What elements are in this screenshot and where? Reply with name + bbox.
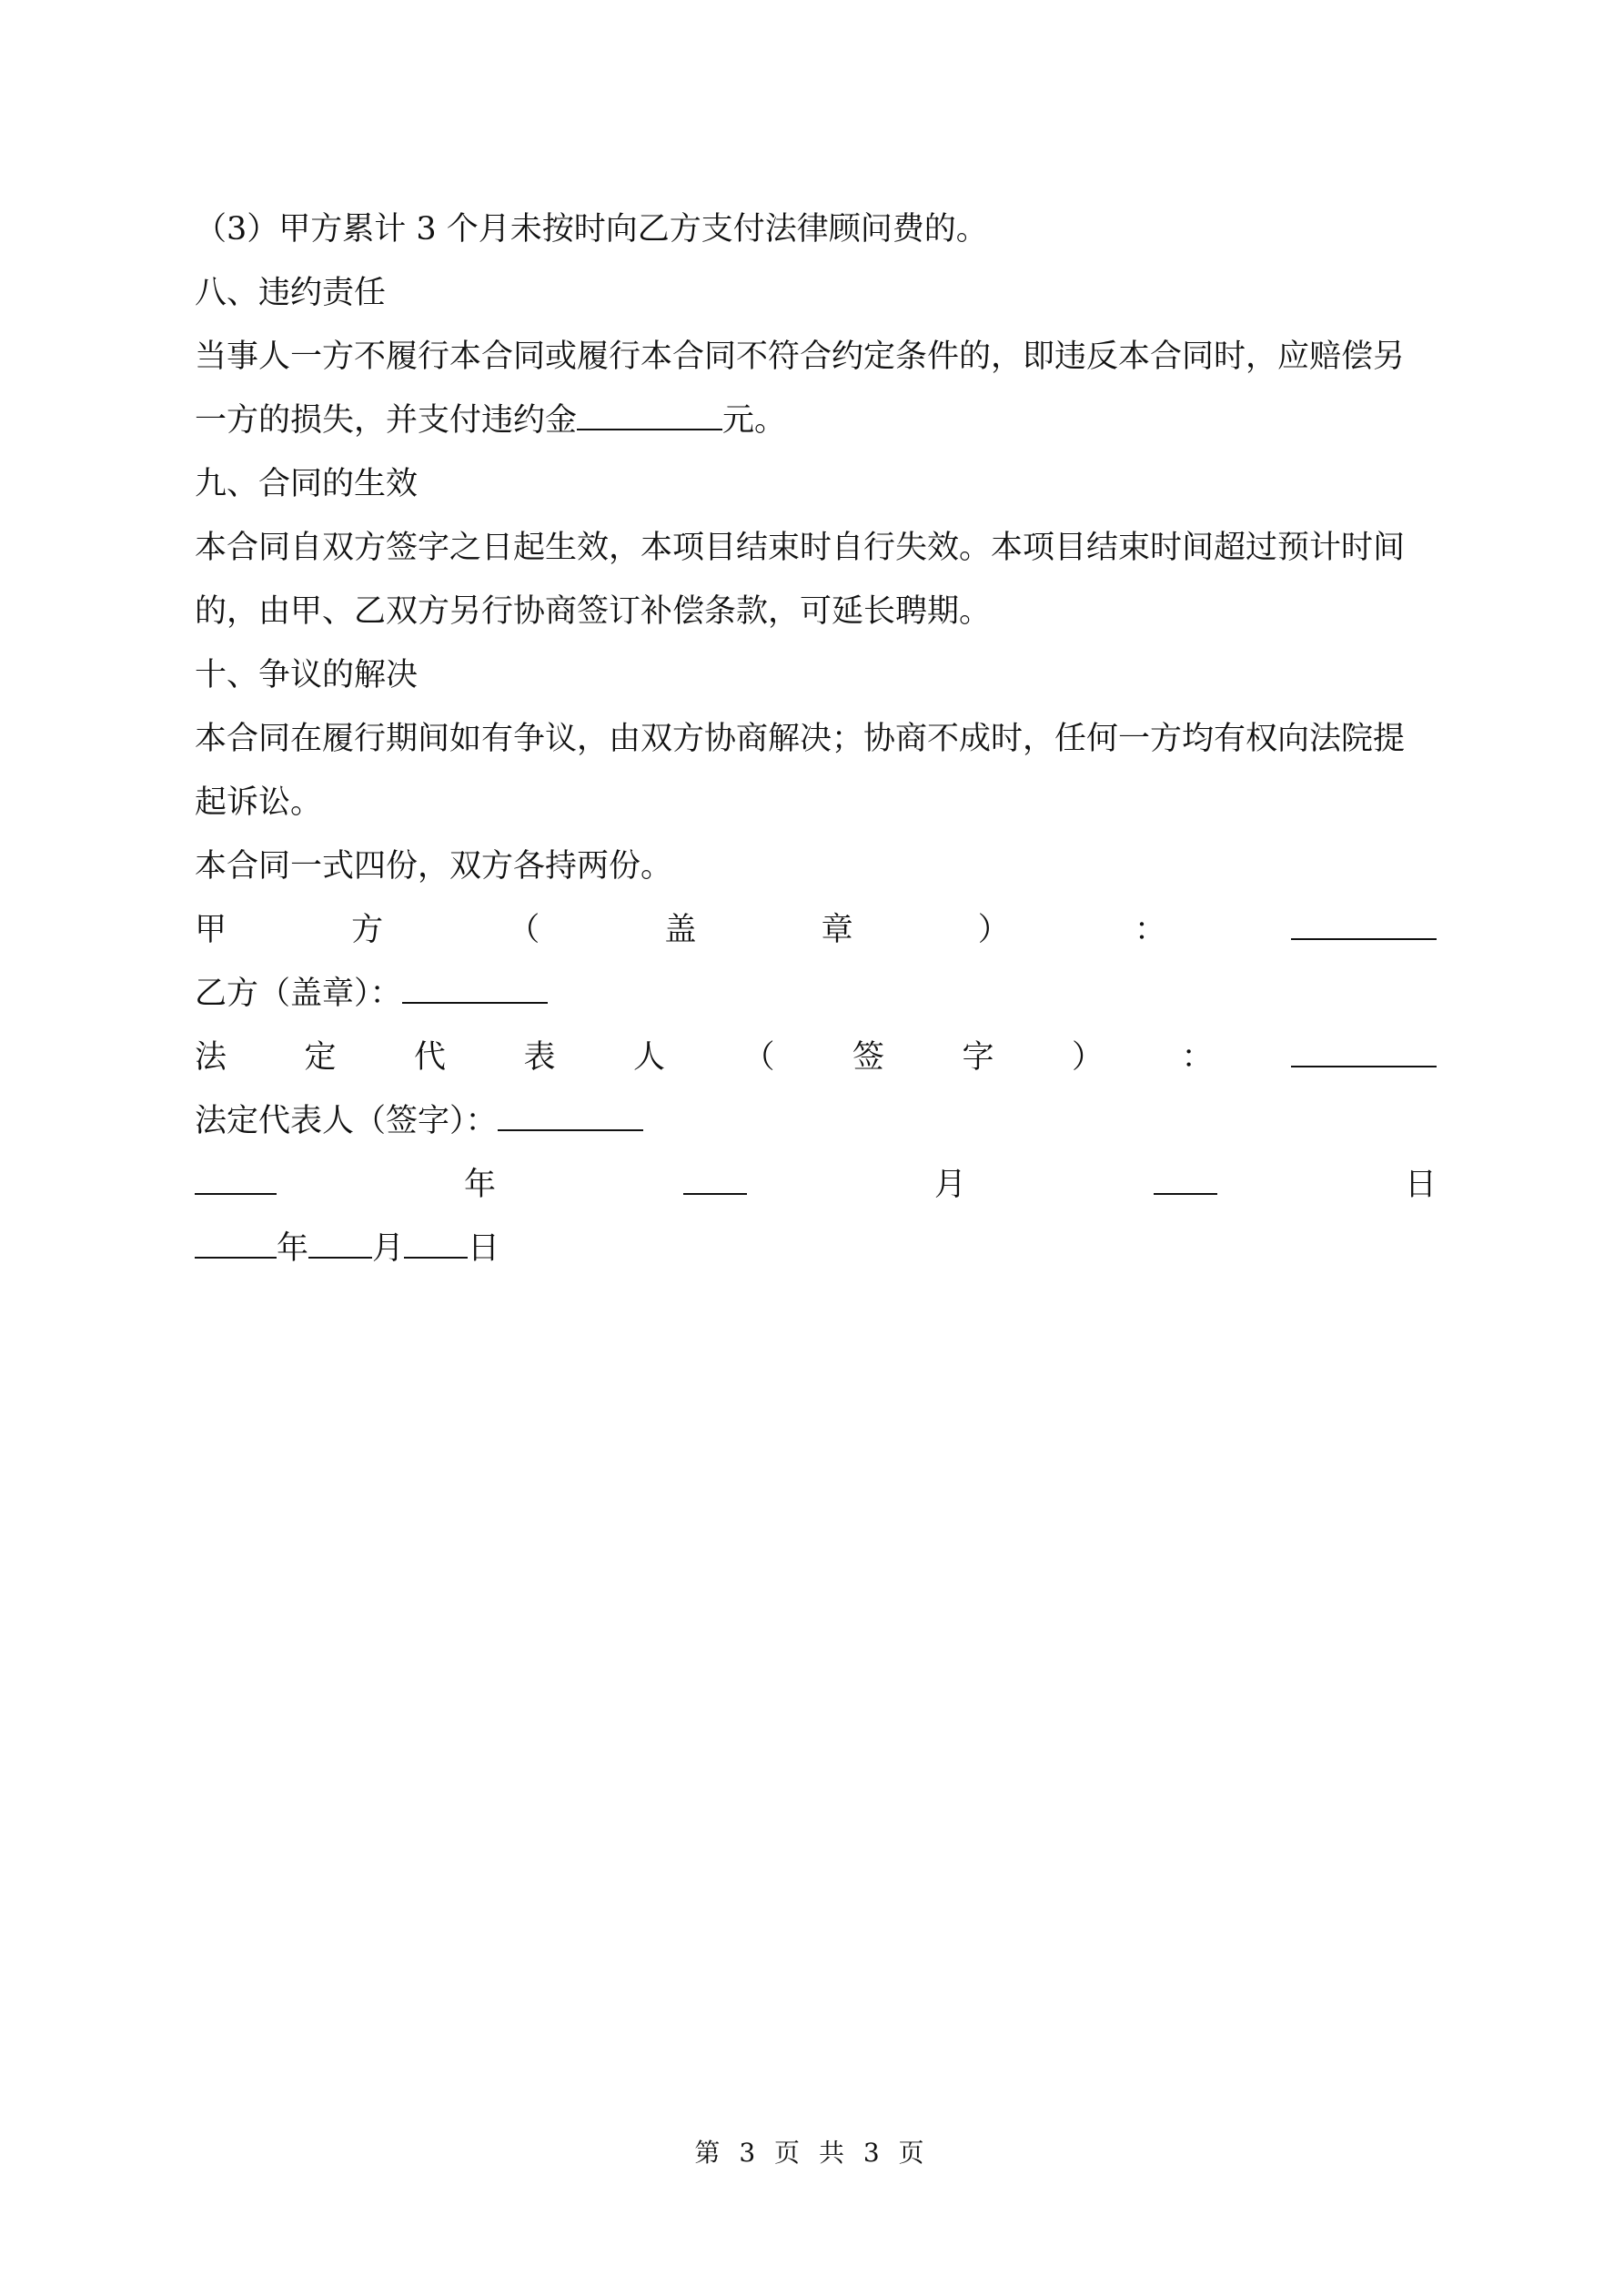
rep-char: ） [1072,1039,1105,1076]
day-label: 日 [1404,1167,1437,1203]
rep-char: 人 [633,1039,666,1076]
day-blank [404,1231,468,1259]
breach-text-line-1: 当事人一方不履行本合同或履行本合同不符合约定条件的，即违反本合同时，应赔偿另 [195,339,1406,375]
year-label: 年 [463,1167,496,1203]
section-9-text-line-2: 的，由甲、乙双方另行协商签订补偿条款，可延长聘期。 [195,593,992,630]
rep-char: 表 [523,1039,556,1076]
year-label: 年 [277,1230,309,1267]
party-b-representative-line [195,1089,1437,1153]
section-8-title: 八、违约责任 [195,275,387,311]
section-10-title: 十、争议的解决 [195,657,419,693]
breach-text-line-2 [195,389,1437,452]
party-a-char: 章 [821,912,853,948]
rep-char: （ [742,1039,775,1076]
document-body [195,197,1437,1280]
rep-char: ： [1181,1039,1214,1076]
clause-3-line: （3）甲方累计 3 个月未按时向乙方支付法律顾问费的。 [195,211,988,248]
month-label: 月 [933,1167,966,1203]
breach-text-prefix: 一方的损失，并支付违约金 [195,402,578,439]
section-10-text-line-1: 本合同在履行期间如有争议，由双方协商解决；协商不成时，任何一方均有权向法院提 [195,721,1406,757]
rep-char: 签 [852,1039,885,1076]
party-b-seal-label: 乙方（盖章）： [195,976,402,1012]
party-b-representative-label: 法定代表人（签字）： [195,1103,498,1139]
rep-char: 定 [304,1039,337,1076]
party-a-char: ： [1134,912,1166,948]
copies-statement: 本合同一式四份，双方各持两份。 [195,848,673,885]
year-blank [195,1168,277,1195]
month-blank [683,1168,747,1195]
party-b-seal-line [195,962,1437,1026]
month-label: 月 [372,1230,405,1267]
party-a-char: 盖 [664,912,697,948]
party-a-representative-blank [1291,1040,1437,1067]
month-blank [308,1231,372,1259]
rep-char: 字 [962,1039,994,1076]
party-a-seal-blank [1291,913,1437,940]
party-a-seal-line [195,898,1437,962]
party-b-representative-blank [498,1104,643,1131]
section-9-text-line-1: 本合同自双方签字之日起生效，本项目结束时自行失效。本项目结束时间超过预计时间 [195,530,1406,566]
section-10-text-line-2: 起诉讼。 [195,784,323,821]
year-blank [195,1231,277,1259]
page-number-footer: 第 3 页 共 3 页 [694,2138,930,2168]
rep-char: 法 [195,1039,227,1076]
party-b-seal-blank [402,976,548,1004]
breach-text-suffix: 元。 [722,402,787,439]
party-a-char: 甲 [195,912,227,948]
day-label: 日 [468,1230,500,1267]
section-9-title: 九、合同的生效 [195,466,419,502]
penalty-amount-blank [577,403,722,430]
party-a-char: （ [508,912,540,948]
rep-char: 代 [414,1039,447,1076]
day-blank [1154,1168,1217,1195]
party-a-representative-line [195,1026,1437,1089]
party-a-char: 方 [351,912,384,948]
party-a-char: ） [977,912,1010,948]
party-b-date-line [195,1217,1437,1280]
party-a-date-line [195,1153,1437,1217]
